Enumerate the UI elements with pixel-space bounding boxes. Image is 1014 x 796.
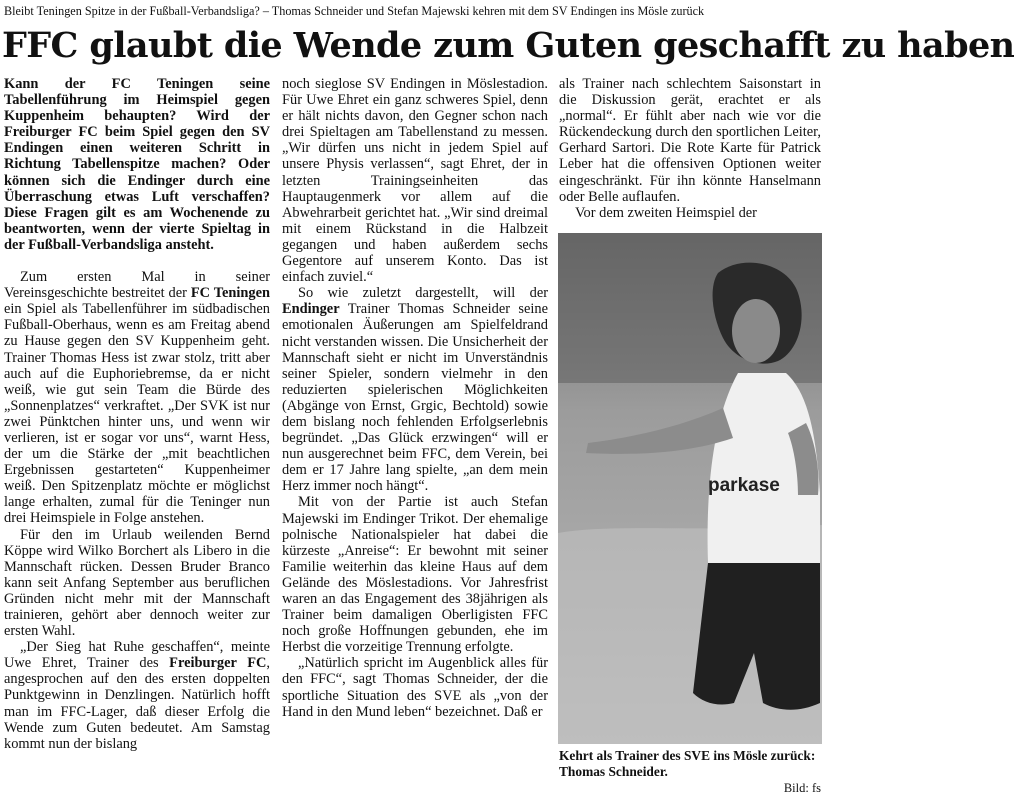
lead-paragraph: Kann der FC Teningen seine Tabellenführung im Heimspiel gegen Kuppenheim behaupten? Wird der Freiburger FC beim Spiel gegen den SV Endingen einen weiteren Schritt in Richtung Tabellenspitze machen? Oder können sich die Endinger durch eine Überraschung etwas Luft verschaffen? Diese Fragen gilt es am Wochenende zu beantworten, wenn der vierte Spieltag in der Fußball-Verbandsliga ansteht. (4, 76, 270, 253)
caption-text: Kehrt als Trainer des SVE ins Mösle zurück: Thomas Schneider. (559, 748, 816, 779)
body-paragraph: Mit von der Partie ist auch Stefan Majewski im Endinger Trikot. Der ehemalige polnische Nationalspieler hat dabei die kürzeste „Anreise“: Er bewohnt mit seiner Familie weiterhin das kleine Haus auf dem Gelände des Möslestadions. Vor Jahresfrist waren an das Engagement des 38jährigen als Trainer beim damaligen Oberligisten FFC noch große Hoffnungen gebunden, ehe im Herbst die vorzeitige Trennung erfolgte. (282, 494, 548, 656)
photo-credit: Bild: fs (783, 781, 821, 795)
body-paragraph: Für den im Urlaub weilenden Bernd Köppe wird Wilko Borchert als Libero in die Mannschaft rücken. Dessen Bruder Branco kann seit Anfang September aus beruflichen Gründen nicht mehr mit der Mannschaft trainieren, gehört aber dennoch weiter zur ersten Wahl. (4, 526, 270, 640)
body-paragraph: Vor dem zweiten Heimspiel der (575, 204, 757, 221)
body-paragraph: noch sieglose SV Endingen in Möslestadion. Für Uwe Ehret ein ganz schweres Spiel, denn er hält nichts davon, den Gegner schon nach drei Spieltagen am Tabellenstand zu messen. „Wir dürfen uns nicht in jedem Spiel auf unsere Physis verlassen“, sagt Ehret, der in letzten Trainingseinheiten das Hauptaugenmerk vor allem auf die Abwehrarbeit gerichtet hat. „Wir sind dreimal mit einem Rückstand in die Halbzeit gegangen und haben außerdem sechs Gegentore auf unserem Konto. Das ist einfach zuviel.“ (282, 76, 548, 286)
article-column-3 (559, 76, 821, 221)
body-paragraph: „Der Sieg hat Ruhe geschaffen“, meinte Uwe Ehret, Trainer des Freiburger FC, angesprochen auf den des ersten doppelten Punktgewinn in Denzlingen. Natürlich hofft man im FFC-Lager, daß dieser Erfolg die Wende zum Guten bedeutet. Am Samstag kommt nun der bislang (4, 639, 270, 752)
body-paragraph: als Trainer nach schlechtem Saisonstart in die Diskussion gerät, erachtet er als „normal“. Er fühlt aber nach wie vor die Rückendeckung durch den sportlichen Leiter, Gerhard Sartori. Die Rote Karte für Patrick Leber hat die offensiven Optionen weiter eingeschränkt. Für ihn könnte Hanselmann oder Belle auflaufen. (559, 76, 821, 205)
coach-photo (558, 233, 822, 744)
kicker-line: Bleibt Teningen Spitze in der Fußball-Verbandsliga? – Thomas Schneider und Stefan Majewski kehren mit dem SV Endingen ins Mösle zurück (4, 4, 705, 18)
headline: FFC glaubt die Wende zum Guten geschafft zu haben (2, 25, 1014, 66)
article-column-1 (4, 76, 270, 752)
article-column-2 (282, 76, 548, 720)
jersey-lettering: parkase (708, 475, 780, 496)
body-paragraph: „Natürlich spricht im Augenblick alles für den FFC“, sagt Thomas Schneider, der die sportliche Situation des SVE als „von der Hand in den Mund leben“ bezeichnet. Daß er (282, 655, 548, 720)
photo-caption (559, 748, 821, 795)
body-paragraph: So wie zuletzt dargestellt, will der Endinger Trainer Thomas Schneider seine emotionalen Äußerungen am Spielfeldrand nicht verstanden wissen. Die Unsicherheit der Mannschaft sieht er nicht im Unverständnis seiner Spieler, sondern vielmehr in den reduzierten spielerischen Möglichkeiten (Abgänge von Ernst, Grgic, Bechtold) sowie dem bislang noch fehlenden Erfolgserlebnis begründet. „Das Glück erzwingen“ will er nun ausgerechnet beim FFC, dem Verein, bei dem er 17 Jahre lang spielte, „an dem mein Herz immer noch hängt“. (282, 285, 548, 495)
body-paragraph: Zum ersten Mal in seiner Vereinsgeschichte bestreitet der FC Teningen ein Spiel als Tabellenführer im südbadischen Fußball-Oberhaus, wenn es am Freitag abend zu Hause gegen den SV Kuppenheim geht. Trainer Thomas Hess ist zwar stolz, tritt aber auch auf die Euphoriebremse, da er nicht weiß, wie gut sein Team die Bürde des „Sonnenplatzes“ verkraftet. „Der SVK ist nur zwei Pünktchen hinter uns, und wenn wir verlieren, ist er sogar vor uns“, warnt Hess, der um die Stärke der „mit beachtlichen Ergebnissen gestarteten“ Kuppenheimer weiß. Den Spitzenplatz möchte er möglichst lange erhalten, zumal für die Teninger nun drei Heimspiele in Folge anstehen. (4, 269, 270, 527)
